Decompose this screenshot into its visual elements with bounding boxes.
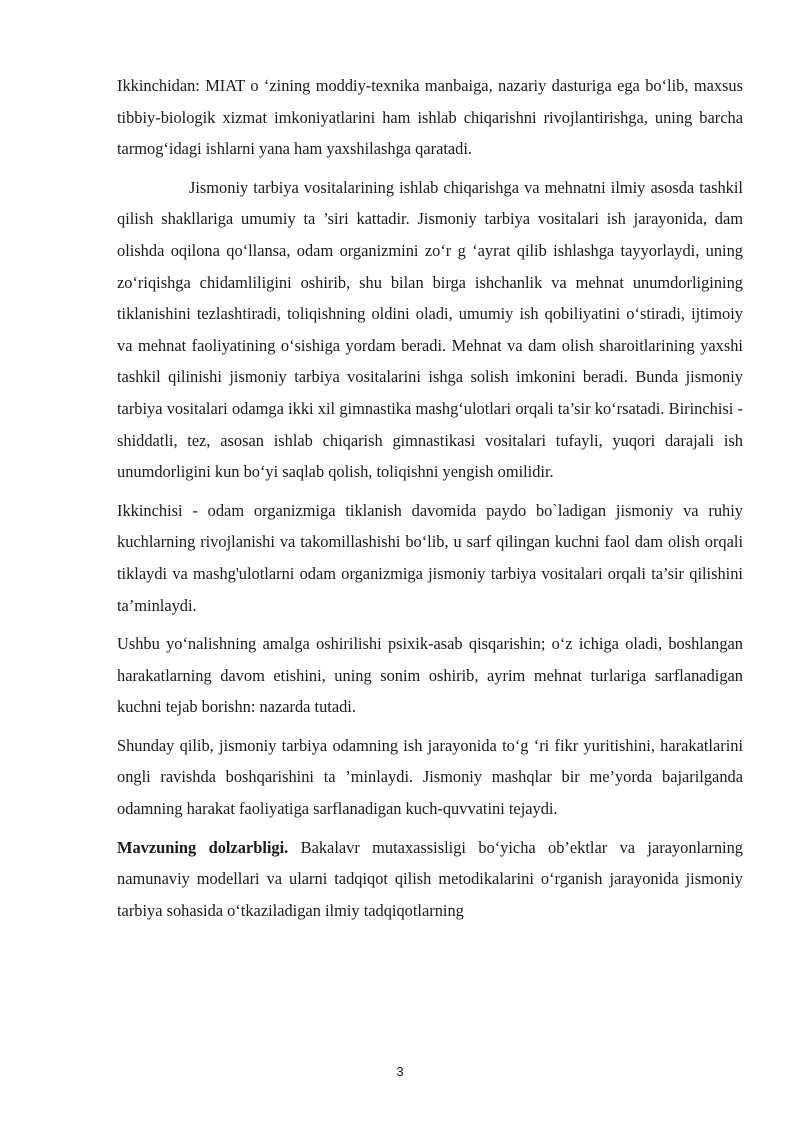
document-body bbox=[117, 70, 743, 933]
page-number: 3 bbox=[396, 1064, 404, 1079]
section-heading-dolzarbligi: Mavzuning dolzarbligi. bbox=[117, 837, 289, 857]
paragraph-ikkinchidan: Ikkinchidan: MIAT o ‘zining moddiy-texnika manbaiga, nazariy dasturiga ega bo‘lib, maxsus tibbiy-biologik xizmat imkoniyatlarini ham ishlab chiqarishni rivojlantirishga, uning barcha tarmog‘idagi ishlarni yana ham yaxshilashga qaratadi. bbox=[117, 76, 743, 159]
paragraph-ushbu: Ushbu yo‘nalishning amalga oshirilishi psixik-asab qisqarishin; o‘z ichiga oladi, boshlangan harakatlarning davom etishini, uning sonim oshirib, ayrim mehnat turlariga sarflanadigan kuchni tejab borishn: nazarda tutadi. bbox=[117, 634, 743, 717]
paragraph-shunday: Shunday qilib, jismoniy tarbiya odamning ish jarayonida to‘g ‘ri fikr yuritishini, harakatlarini ongli ravishda boshqarishini ta ’minlaydi. Jismoniy mashqlar bir me’yorda bajarilganda odamning harakat faoliyatiga sarflanadigan kuch-quvvatini tejaydi. bbox=[117, 735, 743, 819]
paragraph-jismoniy-tarbiya: Jismoniy tarbiya vositalarining ishlab chiqarishga va mehnatni ilmiy asosda tashkil qilish shakllariga umumiy ta ’siri kattadir. Jismoniy tarbiya vositalari ish jarayonida, dam olishda oqilona qo‘llansa, odam organizmini zo‘r g ‘ayrat qilib ishlashga tayyorlaydi, uning zo‘riqishga chidamliligini oshirib, shu bilan birga ishchanlik va mehnat unumdorligining tiklanishini tezlashtiradi, toliqishning oldini oladi, umumiy ish qobiliyatini o‘stiradi, ijtimoiy va mehnat faoliyatining o‘sishiga yordam beradi. Mehnat va dam olish sharoitlarining yaxshi tashkil qilinishi jismoniy tarbiya vositalarini ishga solish imkonini beradi. Bunda jismoniy tarbiya vositalari odamga ikki xil gimnastika mashg‘ulotlari orqali ta’sir ko‘rsatadi. Birinchisi - shiddatli, tez, asosan ishlab chiqarish gimnastikasi vositalari tufayli, yuqori darajali ish unumdorligini kun bo‘yi saqlab qolish, toliqishni yengish omilidir. bbox=[117, 177, 743, 482]
paragraph-dolzarbligi bbox=[117, 832, 743, 927]
paragraph-dolzarbligi-text: Bakalavr mutaxassisligi bo‘yicha ob’ektlar va jarayonlarning namunaviy modellari va ularni tadqiqot qilish metodikalarini o‘rganish jarayonida jismoniy tarbiya sohasida o‘tkaziladigan ilmiy tadqiqotlarning bbox=[117, 837, 743, 920]
paragraph-ikkinchisi: Ikkinchisi - odam organizmiga tiklanish davomida paydo bo`ladigan jismoniy va ruhiy kuchlarning rivojlanishi va takomillashishi bo‘lib, u sarf qilingan kuchni faol dam olish orqali tiklaydi va mashg'ulotlarni odam organizmiga jismoniy tarbiya vositalari orqali ta’sir qilishini ta’minlaydi. bbox=[117, 500, 743, 615]
